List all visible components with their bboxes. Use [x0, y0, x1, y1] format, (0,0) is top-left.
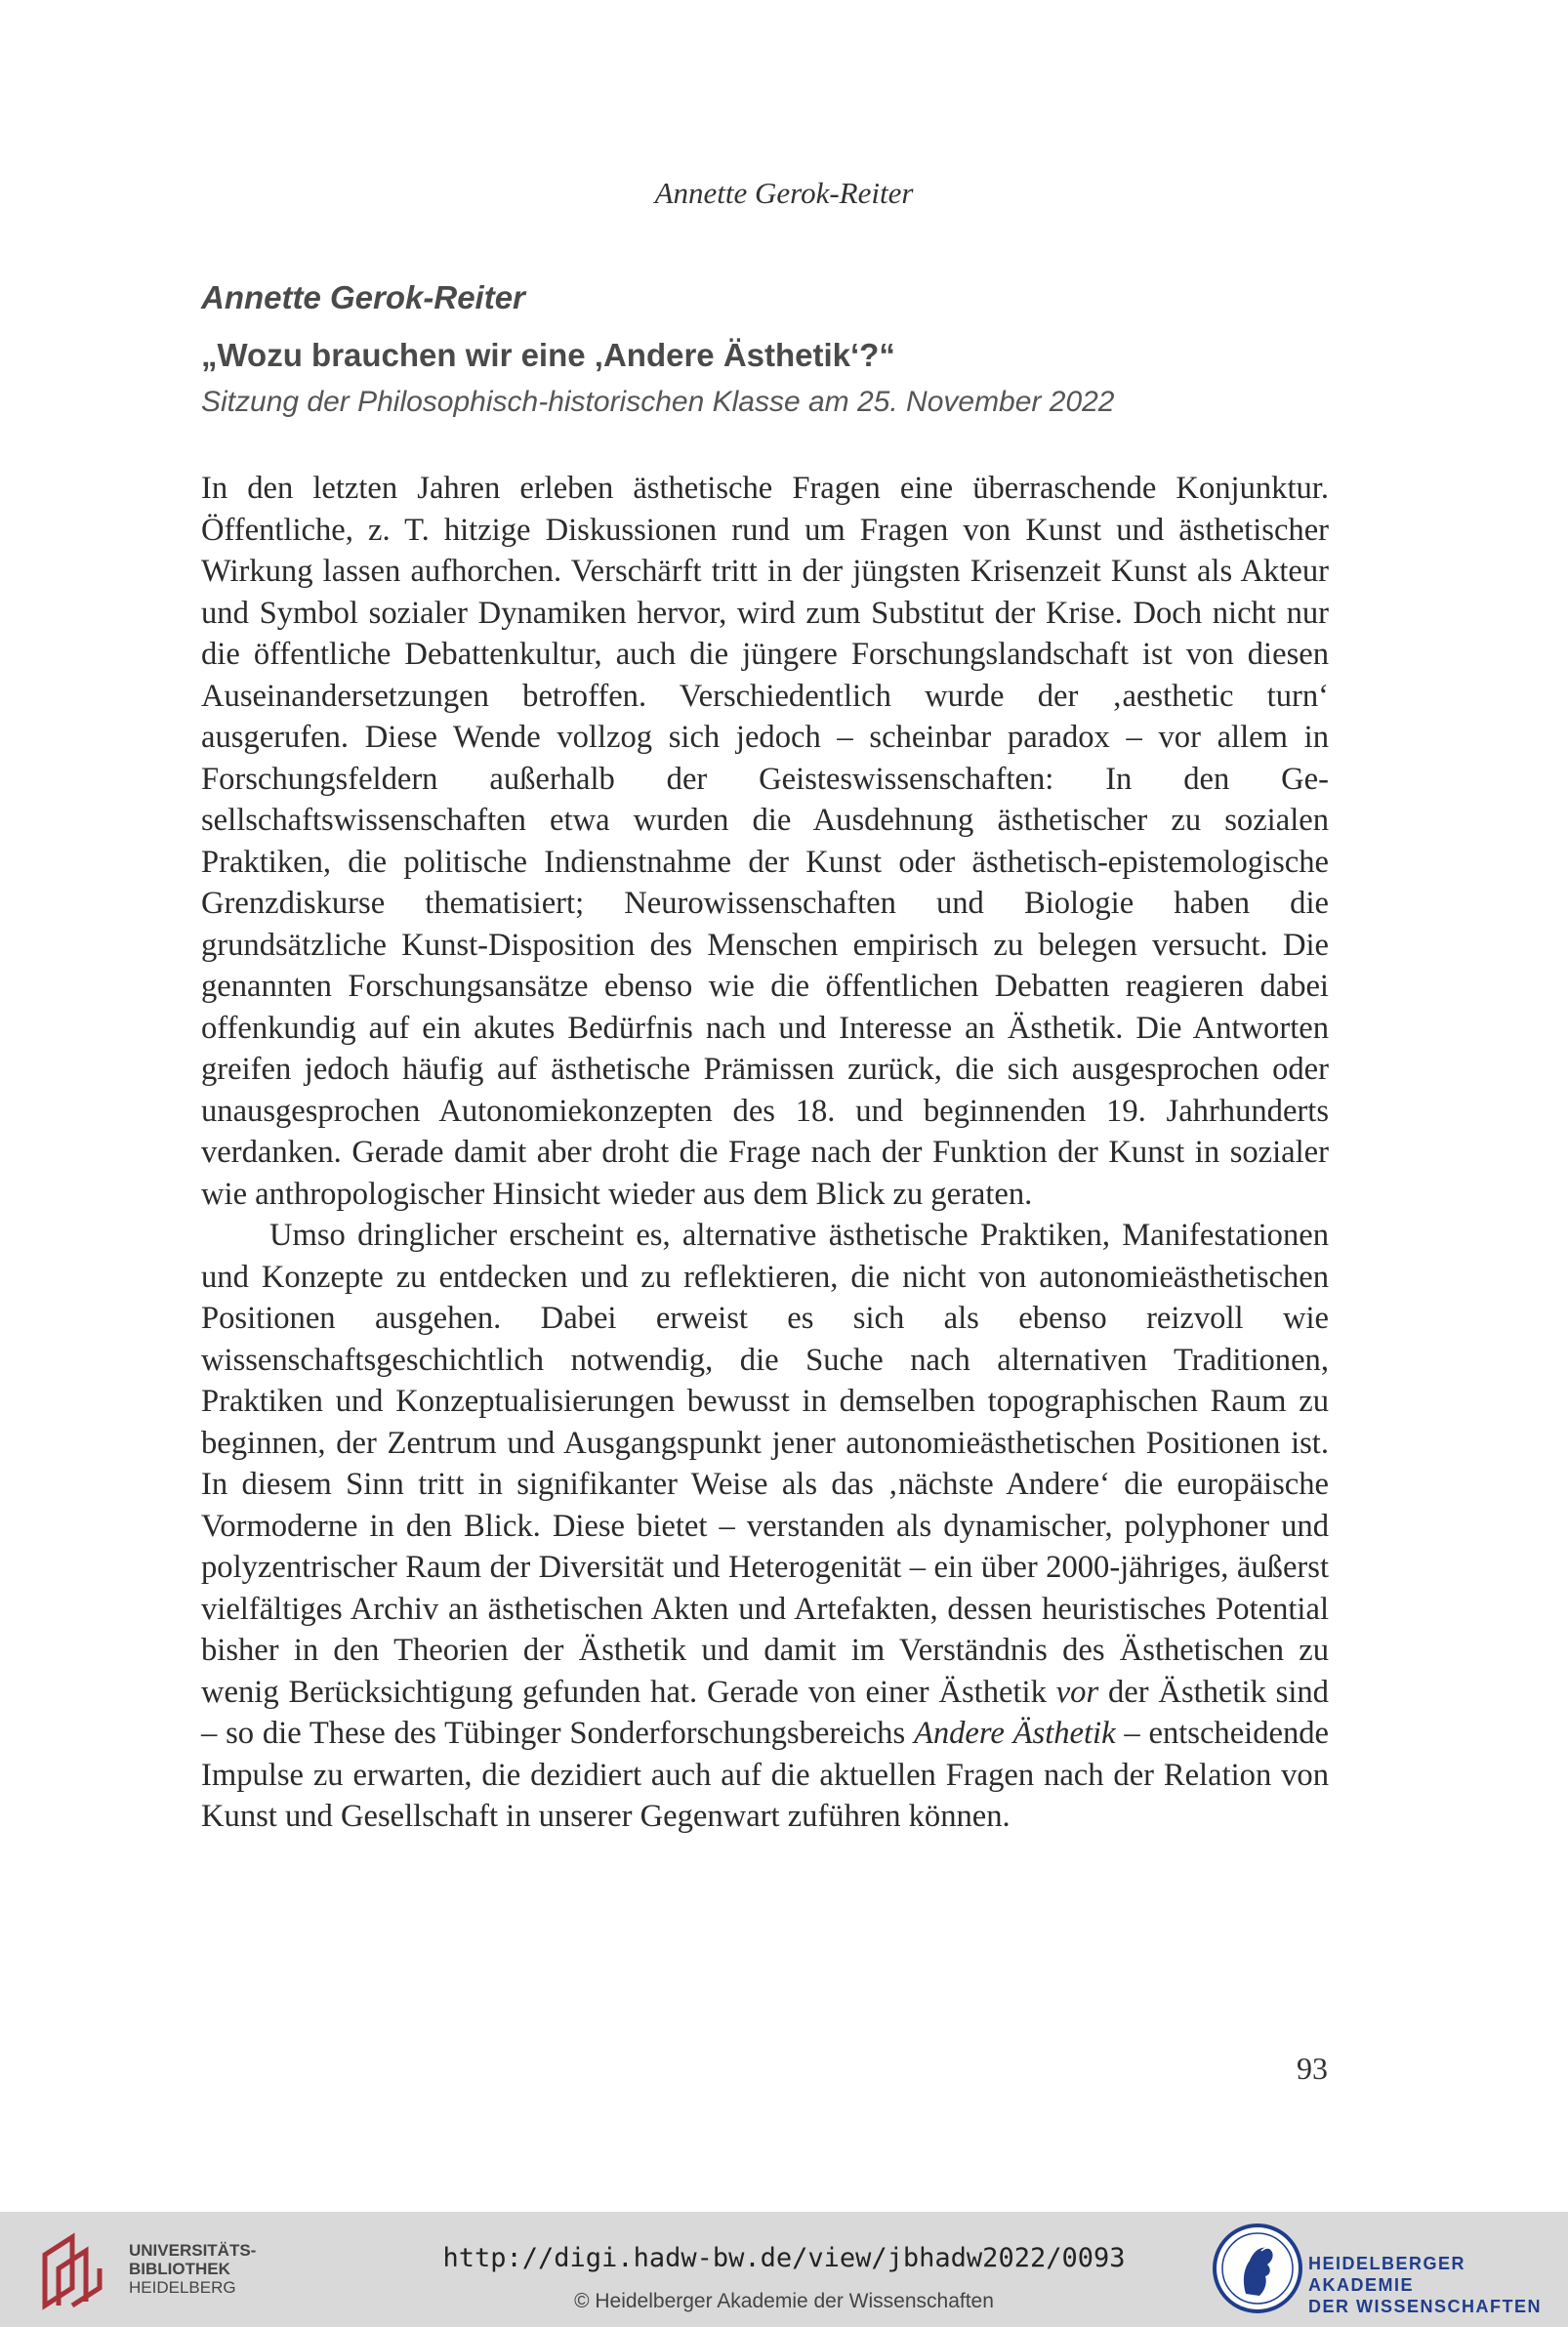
- article-author: Annette Gerok-Reiter: [201, 279, 525, 315]
- academy-name: HEIDELBERGER AKADEMIE DER WISSENSCHAFTEN: [1308, 2254, 1543, 2316]
- footer-bar: [0, 2212, 1568, 2327]
- running-head: Annette Gerok-Reiter: [654, 176, 914, 210]
- paragraph-2-text-c: – entscheidende Impulse zu erwarten, die dezidiert auch auf die aktuellen Fragen nach der Relation von Kunst und Gesellschaft in unserer Gegenwart zuführen können.: [201, 1716, 1330, 1834]
- paragraph-2-text-b: der Ästhetik sind – so die These des Tübinger Sonderforschungsbereichs: [201, 1674, 1329, 1751]
- paragraph-1: In den letzten Jahren erleben ästhetische Fragen eine überraschende Konjunktur. Öffentliche, z. T. hitzige Diskussionen rund um Fragen von Kunst und ästhetischer Wirkung lassen aufhorchen. Verschärft tritt in der jüngsten Krisenzeit Kunst als Akteur und Symbol sozialer Dynamiken hervor, wird zum Substitut der Krise. Doch nicht nur die öffentliche Debattenkultur, auch die jüngere Forschungslandschaft ist von diesen Auseinandersetzungen betroffen. Verschiedentlich wurde der ‚aesthetic turn‘ ausgerufen. Diese Wende vollzog sich jedoch – scheinbar paradox – vor allem in Forschungsfeldern außerhalb der Geisteswissenschaften: In den Gesellschaftswissenschaften etwa wurden die Ausdehnung ästhetischer zu sozialen Praktiken, die politische Indienstnahme der Kunst oder ästhetisch-epistemologische Grenzdiskurse thematisiert; Neurowissenschaften und Biologie haben die grundsätzliche Kunst-Disposition des Menschen empirisch zu belegen versucht. Die genannten Forschungsansätze ebenso wie die öffentlichen Debatten reagieren dabei offenkundig auf ein akutes Bedürfnis nach und Interesse an Ästhetik. Die Antworten greifen jedoch häufig auf ästhetische Prämissen zurück, die sich ausgesprochen oder unausgesprochen Autonomiekonzepten des 18. und beginnenden 19. Jahrhunderts verdanken. Gerade damit aber droht die Frage nach der Funktion der Kunst in sozialer wie anthropologischer Hinsicht wieder aus dem Blick zu geraten.: [201, 471, 1329, 1212]
- emphasis-vor: vor: [1055, 1674, 1099, 1710]
- paragraph-2: [201, 1215, 1329, 1838]
- paragraph-2-text-a: Umso dringlicher erscheint es, alternative ästhetische Praktiken, Manifestationen und Konzepte zu entdecken und zu reflektieren, die nicht von autonomieästhetischen Positionen ausgehen. Dabei erweist es sich als ebenso reizvoll wie wissenschaftsgeschichtlich notwendig, die Suche nach alternativen Traditionen, Praktiken und Konzeptualisierungen bewusst in demselben topographischen Raum zu beginnen, der Zentrum und Ausgangspunkt jener autonomieästhetischen Positionen ist. In diesem Sinn tritt in signifikanter Weise als das ‚nächste Andere‘ die europäische Vormoderne in den Blick. Diese bietet – verstanden als dynamischer, polyphoner und polyzentrischer Raum der Diversität und Heterogenität – ein über 2000-jähriges, äußerst vielfältiges Archiv an ästhetischen Akten und Artefakten, dessen heuristisches Potential bisher in den Theorien der Ästhetik und damit im Verständnis des Ästhetischen zu wenig Berücksichtigung gefunden hat. Gerade von einer Ästhetik: [201, 1218, 1329, 1710]
- source-url-link[interactable]: http://digi.hadw-bw.de/view/jbhadw2022/0093: [442, 2243, 1126, 2273]
- emphasis-andere-aesthetik: Andere Ästhetik: [913, 1716, 1116, 1751]
- academy-seal-icon: [1211, 2222, 1304, 2315]
- body-text: [201, 468, 1329, 1838]
- academy-logo[interactable]: [1211, 2222, 1543, 2319]
- article-title: „Wozu brauchen wir eine ‚Andere Ästhetik‘?“: [201, 337, 895, 373]
- article-session: Sitzung der Philosophisch-historischen Klasse am 25. November 2022: [201, 386, 1115, 418]
- copyright-notice: © Heidelberger Akademie der Wissenschaften: [574, 2290, 994, 2312]
- university-library-name: UNIVERSITÄTS- BIBLIOTHEK HEIDELBERG: [129, 2241, 257, 2297]
- page-number: 93: [1297, 2051, 1328, 2086]
